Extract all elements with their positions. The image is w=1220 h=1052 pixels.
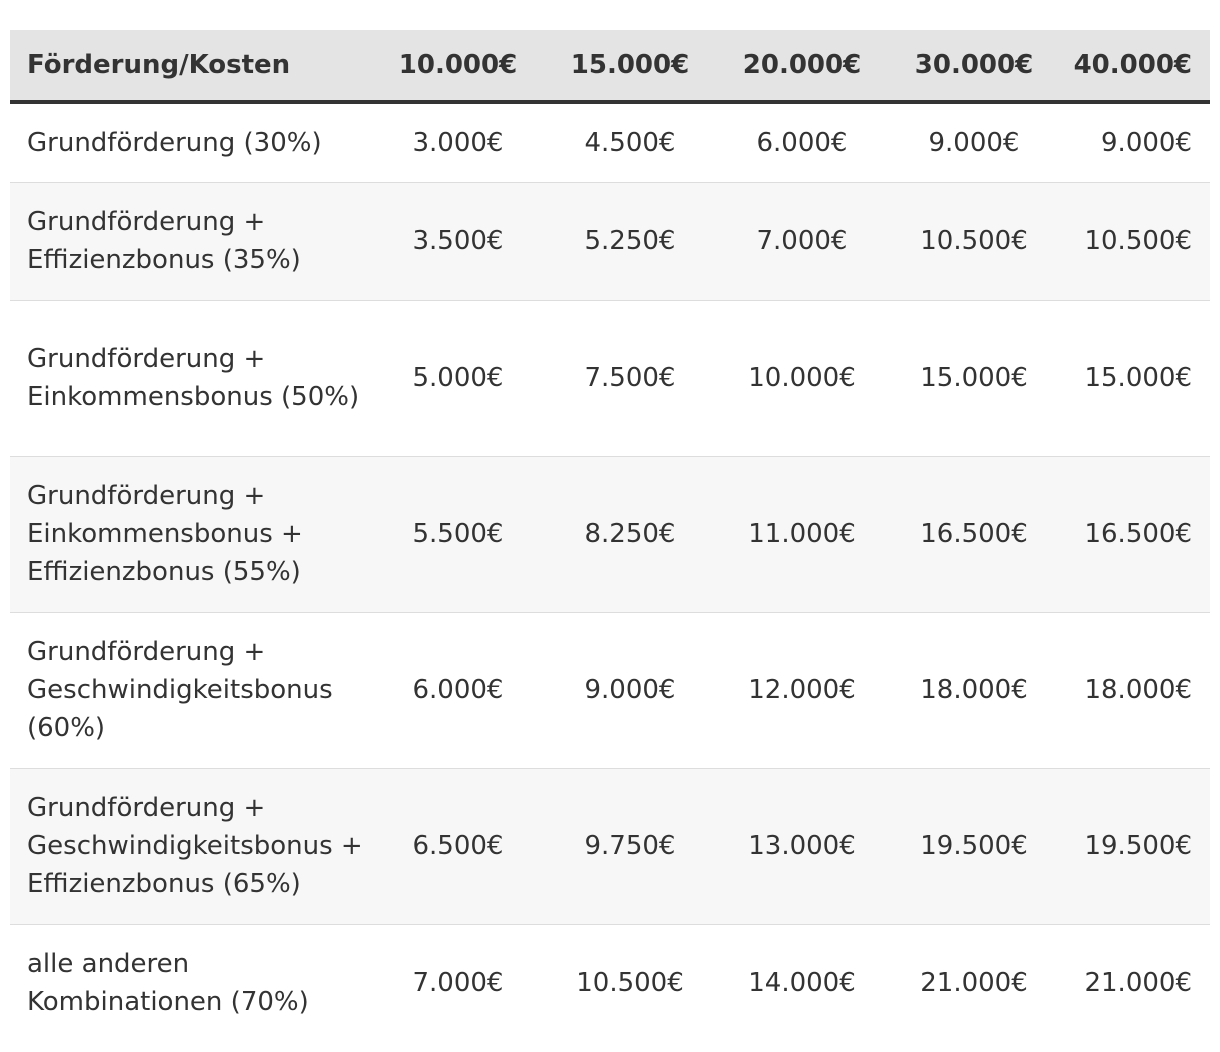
row-label: Grundförderung + Einkommensbonus + Effizienzbonus (55%) bbox=[27, 481, 303, 587]
cell-value: 6.000€ bbox=[756, 127, 848, 158]
header-cell-funding-cost: Förderung/Kosten bbox=[27, 50, 291, 80]
cell-value: 21.000€ bbox=[920, 968, 1028, 999]
cell-value: 7.000€ bbox=[412, 968, 504, 999]
cell-value: 5.000€ bbox=[412, 363, 504, 393]
cell-value: 19.500€ bbox=[1084, 831, 1192, 861]
cell-value: 21.000€ bbox=[1084, 968, 1192, 999]
funding-cost-table bbox=[10, 30, 1210, 1042]
cell-value: 6.500€ bbox=[412, 831, 504, 861]
cell-value: 7.500€ bbox=[584, 363, 676, 393]
cell-value: 10.500€ bbox=[576, 968, 684, 999]
cell-value: 3.500€ bbox=[412, 226, 504, 256]
table-header bbox=[10, 30, 1210, 102]
cell-value: 18.000€ bbox=[920, 675, 1028, 705]
cell-value: 5.250€ bbox=[584, 226, 676, 256]
cell-value: 15.000€ bbox=[1084, 363, 1192, 393]
row-label: Grundförderung + Effizienzbonus (35%) bbox=[27, 207, 301, 275]
table-body bbox=[10, 102, 1210, 1042]
cell-value: 12.000€ bbox=[748, 675, 856, 705]
header-cell-15000: 15.000€ bbox=[570, 50, 690, 80]
row-label: Grundförderung + Geschwindigkeitsbonus (60%) bbox=[27, 637, 333, 743]
header-cell-30000: 30.000€ bbox=[914, 50, 1034, 80]
cell-value: 18.000€ bbox=[1084, 675, 1192, 705]
cell-value: 11.000€ bbox=[748, 519, 856, 549]
header-cell-10000: 10.000€ bbox=[398, 50, 518, 80]
cell-value: 3.000€ bbox=[412, 127, 504, 158]
cell-value: 14.000€ bbox=[748, 968, 856, 999]
cell-value: 16.500€ bbox=[920, 519, 1028, 549]
cell-value: 13.000€ bbox=[748, 831, 856, 861]
funding-table-container bbox=[10, 30, 1210, 1042]
cell-value: 10.500€ bbox=[1084, 226, 1192, 256]
row-label: Grundförderung + Einkommensbonus (50%) bbox=[27, 344, 360, 412]
row-label: Grundförderung (30%) bbox=[27, 127, 322, 158]
cell-value: 9.750€ bbox=[584, 831, 676, 861]
cell-value: 10.500€ bbox=[920, 226, 1028, 256]
row-label: Grundförderung + Geschwindigkeitsbonus + Effizienzbonus (65%) bbox=[27, 793, 363, 899]
cell-value: 9.000€ bbox=[928, 127, 1020, 158]
cell-value: 15.000€ bbox=[920, 363, 1028, 393]
table-row bbox=[10, 456, 1210, 612]
cell-value: 8.250€ bbox=[584, 519, 676, 549]
table-row bbox=[10, 300, 1210, 456]
header-row bbox=[10, 30, 1210, 102]
cell-value: 7.000€ bbox=[756, 226, 848, 256]
cell-value: 9.000€ bbox=[584, 675, 676, 705]
header-cell-20000: 20.000€ bbox=[742, 50, 862, 80]
table-row bbox=[10, 924, 1210, 1042]
table-row bbox=[10, 182, 1210, 300]
cell-value: 19.500€ bbox=[920, 831, 1028, 861]
cell-value: 9.000€ bbox=[1101, 127, 1192, 158]
cell-value: 6.000€ bbox=[412, 675, 504, 705]
table-row bbox=[10, 102, 1210, 182]
table-row bbox=[10, 612, 1210, 768]
cell-value: 4.500€ bbox=[584, 127, 676, 158]
header-cell-40000: 40.000€ bbox=[1073, 50, 1192, 80]
cell-value: 10.000€ bbox=[748, 363, 856, 393]
cell-value: 5.500€ bbox=[412, 519, 504, 549]
cell-value: 16.500€ bbox=[1084, 519, 1192, 549]
table-row bbox=[10, 768, 1210, 924]
row-label: alle anderen Kombinationen (70%) bbox=[27, 949, 309, 1018]
